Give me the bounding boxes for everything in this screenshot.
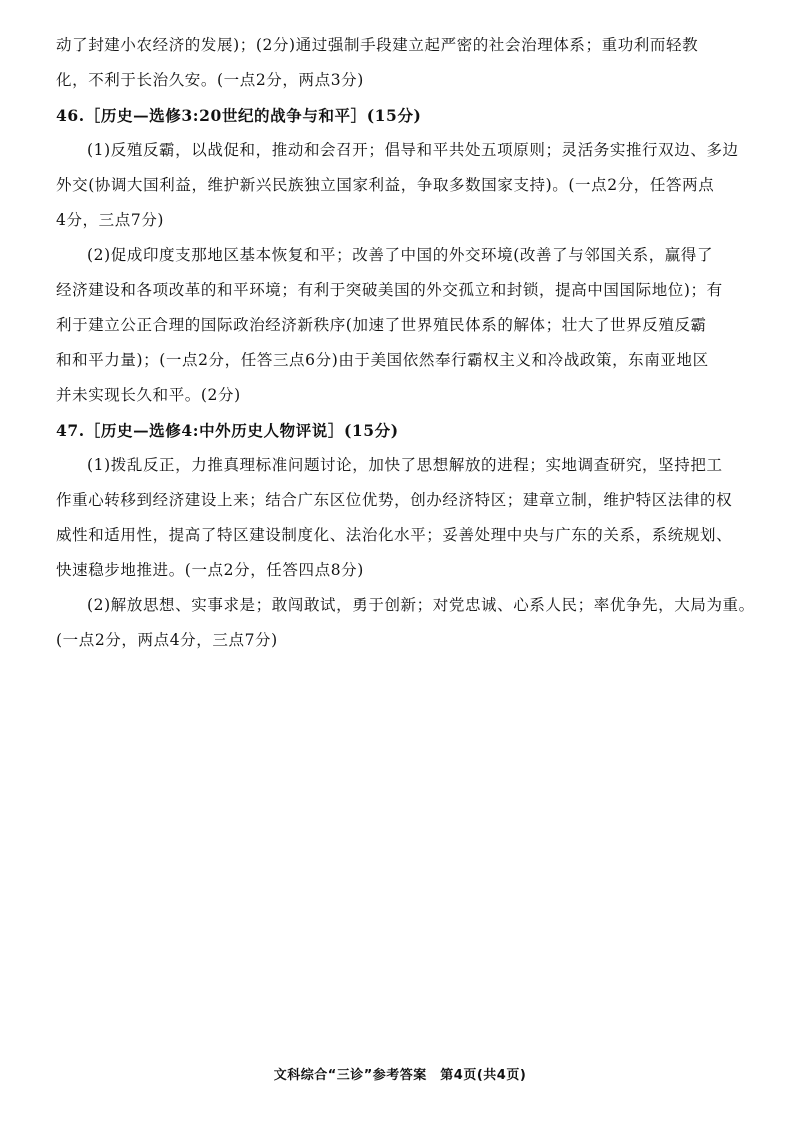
text-line: 快速稳步地推进。(一点2分，任答四点8分)	[56, 561, 364, 579]
text-line: (2)促成印度支那地区基本恢复和平；改善了中国的外交环境(改善了与邻国关系，赢得了	[87, 246, 714, 264]
text-line: 化，不利于长治久安。(一点2分，两点3分)	[56, 71, 364, 89]
text-line: (2)解放思想、实事求是；敢闯敢试，勇于创新；对党忠诚、心系人民；率优争先，大局为重。	[87, 596, 755, 614]
text-line: 威性和适用性，提高了特区建设制度化、法治化水平；妥善处理中央与广东的关系，系统规划、	[56, 526, 733, 544]
page-footer: 文科综合“三诊”参考答案 第4页(共4页)	[273, 1068, 527, 1083]
text-line: 作重心转移到经济建设上来；结合广东区位优势，创办经济特区；建章立制，维护特区法律的权	[56, 491, 733, 509]
text-line: (1)反殖反霸，以战促和，推动和会召开；倡导和平共处五项原则；灵活务实推行双边、多边	[87, 141, 739, 159]
text-line: 动了封建小农经济的发展)；(2分)通过强制手段建立起严密的社会治理体系；重功利而轻教	[56, 36, 699, 54]
text-line: 利于建立公正合理的国际政治经济新秩序(加速了世界殖民体系的解体；壮大了世界反殖反霸	[56, 316, 707, 334]
text-line: 经济建设和各项改革的和平环境；有利于突破美国的外交孤立和封锁，提高中国国际地位)；有	[56, 281, 723, 299]
text-line: 外交(协调大国利益，维护新兴民族独立国家利益，争取多数国家支持)。(一点2分，任答两点	[56, 176, 715, 194]
text-line: 4分，三点7分)	[56, 211, 165, 229]
text-line: 和和平力量)；(一点2分，任答三点6分)由于美国依然奉行霸权主义和冷战政策，东南亚地区	[56, 351, 709, 369]
answer-body	[56, 28, 755, 658]
question-47-heading: 47.［历史—选修4:中外历史人物评说］(15分)	[56, 421, 399, 440]
text-line: (一点2分，两点4分，三点7分)	[56, 631, 278, 649]
question-46-heading: 46.［历史—选修3:20世纪的战争与和平］(15分)	[56, 106, 422, 125]
text-line: 并未实现长久和平。(2分)	[56, 386, 241, 404]
text-line: (1)拨乱反正，力推真理标准问题讨论，加快了思想解放的进程；实地调查研究，坚持把工	[87, 456, 723, 474]
